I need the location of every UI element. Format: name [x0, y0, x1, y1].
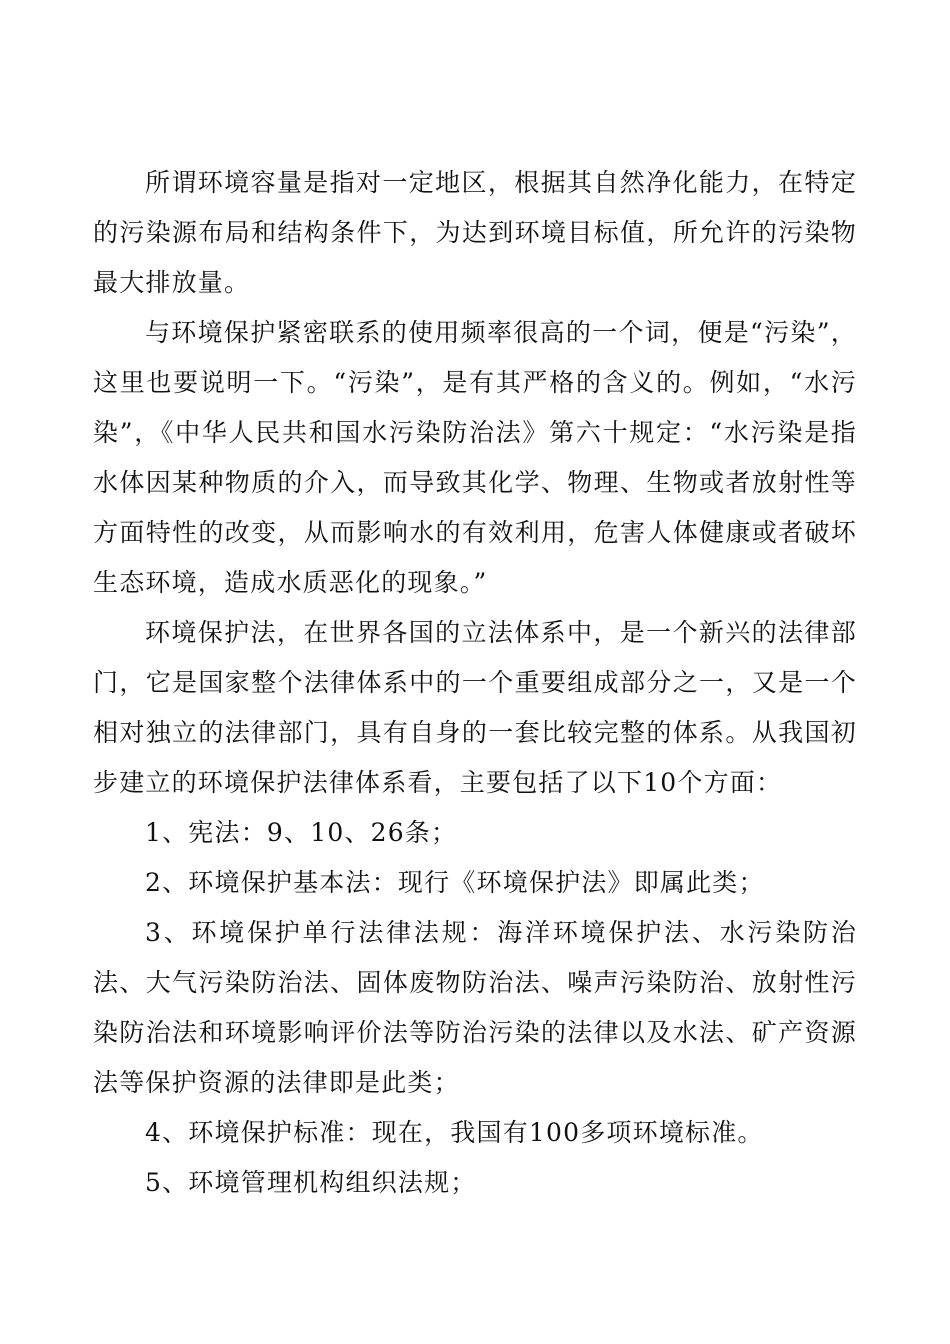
- list-item-standards: 4、环境保护标准：现在，我国有100多项环境标准。: [145, 1118, 764, 1147]
- list-item-separate-laws: 3、环境保护单行法律法规：海洋环境保护法、水污染防治法、大气污染防治法、固体废物防治法、噪声污染防治、放射性污染防治法和环境影响评价法等防治污染的法律以及水法、矿产资源法等保护资源的法律即是此类；: [93, 918, 857, 1097]
- list-item-basic-law: 2、环境保护基本法：现行《环境保护法》即属此类；: [145, 868, 765, 897]
- paragraph-environmental-law-system: 环境保护法，在世界各国的立法体系中，是一个新兴的法律部门，它是国家整个法律体系中的一个重要组成部分之一，又是一个相对独立的法律部门，具有自身的一套比较完整的体系。从我国初步建立的环境保护法律体系看，主要包括了以下10个方面：: [93, 618, 857, 797]
- list-item-constitution: 1、宪法：9、10、26条；: [145, 818, 458, 847]
- paragraph-environmental-capacity: 所谓环境容量是指对一定地区，根据其自然净化能力，在特定的污染源布局和结构条件下，为达到环境目标值，所允许的污染物最大排放量。: [93, 168, 857, 297]
- list-item-management-regulations: 5、环境管理机构组织法规；: [145, 1168, 477, 1197]
- document-body: [93, 158, 857, 1208]
- paragraph-pollution-definition: 与环境保护紧密联系的使用频率很高的一个词，便是“污染”，这里也要说明一下。“污染”，是有其严格的含义的。例如，“水污染”，《中华人民共和国水污染防治法》第六十规定：“水污染是指水体因某种物质的介入，而导致其化学、物理、生物或者放射性等方面特性的改变，从而影响水的有效利用，危害人体健康或者破坏生态环境，造成水质恶化的现象。”: [93, 318, 857, 597]
